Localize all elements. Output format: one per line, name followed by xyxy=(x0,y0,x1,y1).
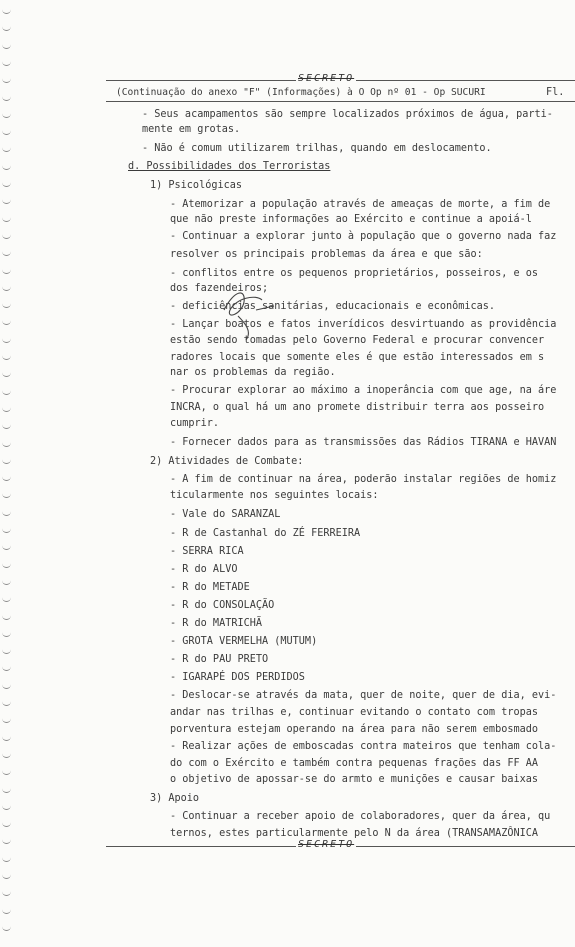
body-line: - Deslocar-se através da mata, quer de noite, quer de dia, evi- xyxy=(170,690,557,701)
binder-hole xyxy=(2,389,11,395)
document-page xyxy=(106,68,575,858)
binder-hole xyxy=(2,510,11,516)
classification-mark-bottom: SECRETO xyxy=(298,839,355,850)
binder-hole xyxy=(2,544,11,550)
body-line: - Continuar a explorar junto à população que o governo nada faz xyxy=(170,231,557,242)
binder-hole xyxy=(2,8,11,14)
body-line: - Realizar ações de emboscadas contra mateiros que tenham cola- xyxy=(170,741,557,752)
body-line: - R do PAU PRETO xyxy=(170,654,269,665)
binder-hole xyxy=(2,596,11,602)
body-line: mente em grotas. xyxy=(142,124,241,135)
binder-hole xyxy=(2,665,11,671)
body-line: estão sendo tomadas pelo Governo Federal e procurar convencer xyxy=(170,335,545,346)
body-line: do com o Exército e também contra pequenas frações das FF AA xyxy=(170,758,539,769)
body-line: porventura estejam operando na área para não serem embosmado xyxy=(170,724,539,735)
body-line: - Atemorizar a população através de ameaças de morte, a fim de xyxy=(170,199,551,210)
binder-hole xyxy=(2,406,11,412)
body-line: - SERRA RICA xyxy=(170,546,244,557)
body-line: - R do CONSOLAÇÃO xyxy=(170,600,275,611)
body-line: - Fornecer dados para as transmissões das Rádios TIRANA e HAVAN xyxy=(170,437,557,448)
body-line: ticularmente nos seguintes locais: xyxy=(170,490,379,501)
body-line: - Continuar a receber apoio de colaboradores, quer da área, qu xyxy=(170,811,551,822)
binder-hole xyxy=(2,562,11,568)
binder-hole xyxy=(2,268,11,274)
binder-holes xyxy=(2,0,16,947)
binder-hole xyxy=(2,752,11,758)
binder-hole xyxy=(2,285,11,291)
binder-hole xyxy=(2,475,11,481)
body-line: - R do METADE xyxy=(170,582,250,593)
binder-hole xyxy=(2,769,11,775)
body-line: - Lançar boatos e fatos inverídicos desvirtuando as providência xyxy=(170,319,557,330)
binder-hole xyxy=(2,614,11,620)
binder-hole xyxy=(2,302,11,308)
header-reference: (Continuação do anexo "F" (Informações) à O Op nº 01 - Op SUCURI xyxy=(116,87,486,98)
binder-hole xyxy=(2,648,11,654)
body-line: - R do MATRICHÃ xyxy=(170,618,263,629)
binder-hole xyxy=(2,43,11,49)
binder-hole xyxy=(2,25,11,31)
body-line: ternos, estes particularmente pelo N da área (TRANSAMAZÔNICA xyxy=(170,828,539,839)
body-line: - Vale do SARANZAL xyxy=(170,509,281,520)
binder-hole xyxy=(2,735,11,741)
binder-hole xyxy=(2,787,11,793)
body-line: radores locais que somente eles é que estão interessados em s xyxy=(170,352,545,363)
binder-hole xyxy=(2,198,11,204)
body-line: - Procurar explorar ao máximo a inoperância com que age, na áre xyxy=(170,385,557,396)
binder-hole xyxy=(2,821,11,827)
binder-hole xyxy=(2,95,11,101)
header-folio: Fl. xyxy=(546,87,565,98)
binder-hole xyxy=(2,804,11,810)
binder-hole xyxy=(2,458,11,464)
body-line: o objetivo de apossar-se do armto e munições e causar baixas xyxy=(170,774,539,785)
body-line: cumprir. xyxy=(170,418,220,429)
body-line: - deficiências sanitárias, educacionais e econômicas. xyxy=(170,301,496,312)
body-line: - A fim de continuar na área, poderão instalar regiões de homiz xyxy=(170,474,557,485)
binder-hole xyxy=(2,717,11,723)
body-line: resolver os principais problemas da área e que são: xyxy=(170,249,483,260)
body-line: dos fazendeiros; xyxy=(170,283,269,294)
binder-hole xyxy=(2,838,11,844)
binder-hole xyxy=(2,579,11,585)
binder-hole xyxy=(2,354,11,360)
body-line: - Não é comum utilizarem trilhas, quando em deslocamento. xyxy=(142,143,492,154)
binder-hole xyxy=(2,527,11,533)
body-line: andar nas trilhas e, continuar evitando o contato com tropas xyxy=(170,707,539,718)
body-line: d. Possibilidades dos Terroristas xyxy=(128,161,331,172)
binder-hole xyxy=(2,631,11,637)
body-line: - GROTA VERMELHA (MUTUM) xyxy=(170,636,318,647)
body-line: 2) Atividades de Combate: xyxy=(150,456,304,467)
body-line: - Seus acampamentos são sempre localizados próximos de água, parti- xyxy=(142,109,553,120)
body-line: 1) Psicológicas xyxy=(150,180,243,191)
binder-hole xyxy=(2,250,11,256)
binder-hole xyxy=(2,164,11,170)
body-line: - conflitos entre os pequenos proprietários, posseiros, e os xyxy=(170,268,539,279)
binder-hole xyxy=(2,146,11,152)
classification-mark-top: SECRETO xyxy=(298,73,355,84)
binder-hole xyxy=(2,441,11,447)
body-line: - R de Castanhal do ZÉ FERREIRA xyxy=(170,528,361,539)
binder-hole xyxy=(2,181,11,187)
binder-hole xyxy=(2,112,11,118)
body-line: - R do ALVO xyxy=(170,564,238,575)
binder-hole xyxy=(2,683,11,689)
binder-hole xyxy=(2,890,11,896)
binder-hole xyxy=(2,319,11,325)
body-line: nar os problemas da região. xyxy=(170,367,336,378)
binder-hole xyxy=(2,216,11,222)
binder-hole xyxy=(2,77,11,83)
binder-hole xyxy=(2,925,11,931)
binder-hole xyxy=(2,337,11,343)
binder-hole xyxy=(2,129,11,135)
binder-hole xyxy=(2,873,11,879)
binder-hole xyxy=(2,371,11,377)
binder-hole xyxy=(2,700,11,706)
body-line: que não preste informações ao Exército e continue a apoiá-l xyxy=(170,214,532,225)
binder-hole xyxy=(2,60,11,66)
header-rule-bottom xyxy=(106,101,575,102)
body-line: 3) Apoio xyxy=(150,793,200,804)
binder-hole xyxy=(2,492,11,498)
binder-hole xyxy=(2,908,11,914)
body-line: INCRA, o qual há um ano promete distribuir terra aos posseiro xyxy=(170,402,545,413)
body-line: - IGARAPÉ DOS PERDIDOS xyxy=(170,672,305,683)
binder-hole xyxy=(2,233,11,239)
binder-hole xyxy=(2,423,11,429)
handwritten-signature xyxy=(216,280,286,350)
binder-hole xyxy=(2,856,11,862)
